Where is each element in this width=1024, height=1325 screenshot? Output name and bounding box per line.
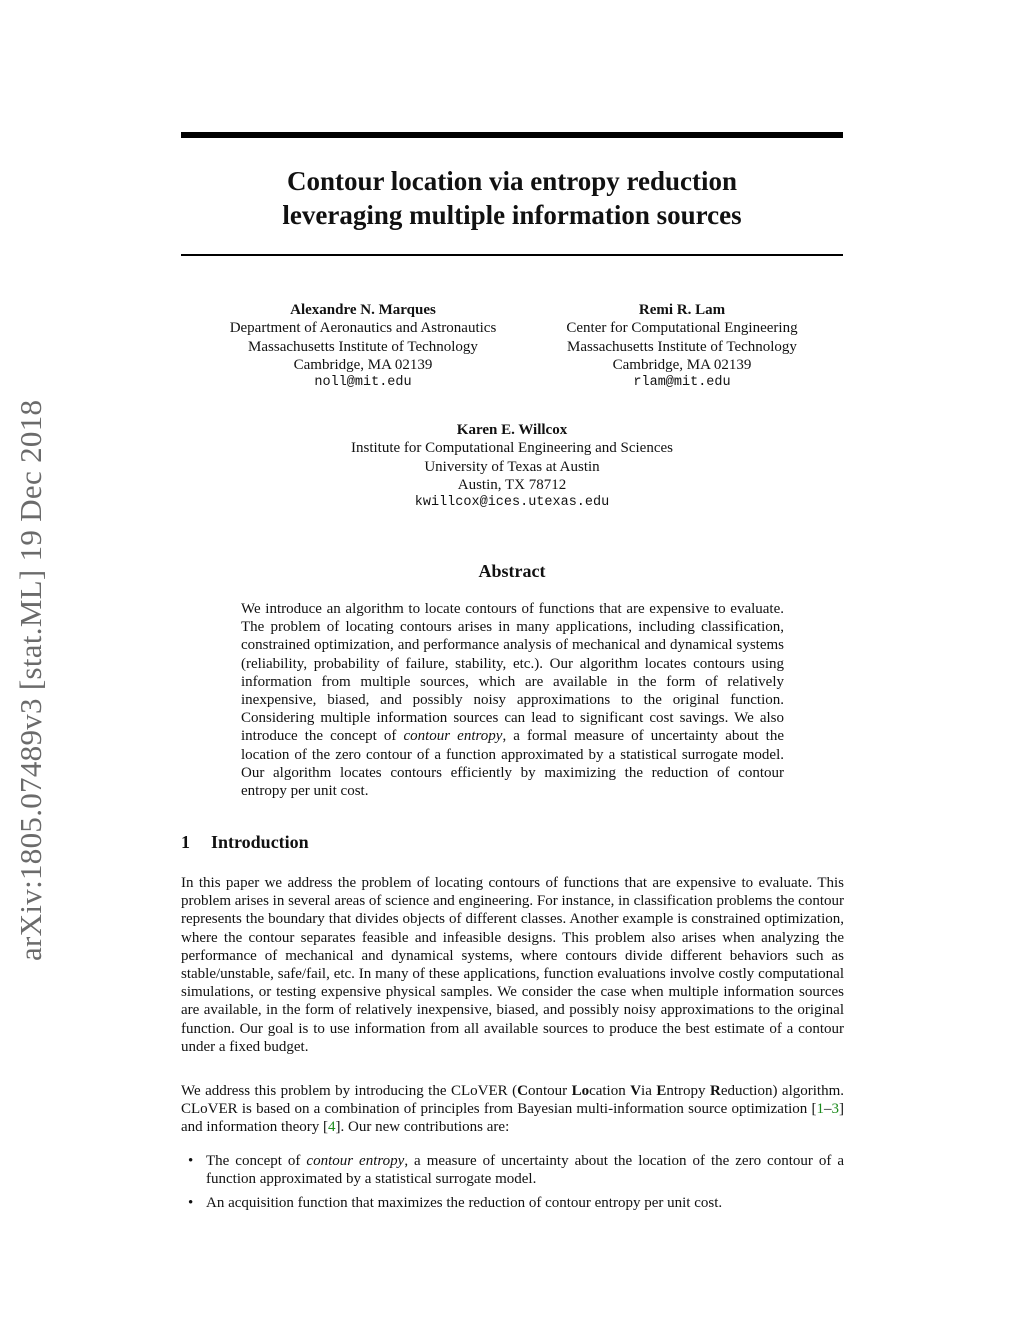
acronym-letter: R — [709, 1083, 721, 1099]
para-text: We address this problem by introducing the CLoVER ( — [181, 1083, 518, 1099]
author-block-3 — [290, 421, 734, 512]
acronym-letter: E — [656, 1083, 667, 1099]
section-heading — [181, 832, 309, 853]
intro-paragraph-2 — [181, 1082, 844, 1137]
bullet-text: The concept of — [206, 1153, 307, 1169]
author-block-1 — [190, 301, 536, 392]
citation-link[interactable]: 1 — [816, 1101, 824, 1118]
citation-link[interactable]: 3 — [831, 1101, 839, 1118]
bullet-text: An acquisition function that maximizes the reduction of contour entropy per unit cost. — [206, 1195, 723, 1212]
author-department: Center for Computational Engineering — [566, 320, 798, 337]
author-institution: Massachusetts Institute of Technology — [567, 338, 797, 355]
intro-paragraph-1: In this paper we address the problem of locating contours of functions that are expensive to evaluate. This problem arises in several areas of science and engineering. For instance, in classification problems the contour represents the boundary that divides objects of different classes. Another example is constrained optimization, where the contour separates feasible and infeasible designs. This problem also arises when analyzing the performance of mechanical and dynamical systems, where contours divide different behaviors such as stable/unstable, safe/fail, etc. In many of these applications, function evaluations involve costly computational simulations, or testing expensive physical samples. We consider the case when multiple information sources are available, in the form of relatively inexpensive, biased, and possibly noisy approximations to the original function. Our goal is to use information from all available sources to produce the best estimate of a contour under a fixed budget. — [181, 875, 844, 1055]
section-number: 1 — [181, 832, 190, 852]
para-text: cation — [589, 1083, 631, 1099]
top-rule — [181, 132, 843, 138]
title-line-2: leveraging multiple information sources — [282, 200, 742, 230]
author-name: Karen E. Willcox — [456, 422, 568, 438]
abstract-emphasis: contour entropy — [403, 728, 503, 745]
section-title: Introduction — [211, 832, 309, 852]
bullet-text: , a measure of uncertainty about the location of the zero contour of a function approximated by a statistical surrogate model. — [206, 1153, 844, 1188]
para-text: ontour — [527, 1083, 572, 1099]
author-department: Department of Aeronautics and Astronautics — [229, 320, 497, 337]
abstract-body — [241, 600, 784, 800]
citation-link[interactable]: 4 — [328, 1119, 336, 1136]
author-block-2 — [536, 301, 828, 392]
para-text: eduction) algorithm. CLoVER is based on a combination of principles from Bayesian multi-information source optimization [ — [181, 1083, 845, 1118]
bullet-icon: • — [188, 1153, 194, 1169]
acronym-letter: Lo — [571, 1083, 590, 1099]
bullet-icon: • — [188, 1195, 194, 1212]
list-item — [181, 1194, 844, 1212]
para-text: ] and information theory [ — [181, 1101, 844, 1136]
author-name: Remi R. Lam — [638, 302, 726, 318]
author-location: Austin, TX 78712 — [457, 476, 567, 493]
title-line-1: Contour location via entropy reduction — [286, 166, 738, 196]
para-text: ntropy — [666, 1083, 710, 1099]
author-email[interactable]: kwillcox@ices.utexas.edu — [414, 495, 610, 511]
author-department: Institute for Computational Engineering and Sciences — [350, 440, 673, 457]
author-name: Alexandre N. Marques — [290, 302, 436, 318]
acronym-letter: V — [630, 1083, 642, 1099]
author-location: Cambridge, MA 02139 — [612, 356, 752, 373]
abstract-text-b: , a formal measure of uncertainty about the location of the zero contour of a function approximated by a statistical surrogate model. Our algorithm locates contours efficiently by maximizing the reduction of contour entropy per unit cost. — [241, 728, 784, 800]
paper-title — [181, 164, 843, 232]
abstract-text-a: We introduce an algorithm to locate contours of functions that are expensive to evaluate. The problem of locating contours arises in many applications, including classification, constrained optimization, and performance analysis of mechanical and dynamical systems (reliability, probability of failure, stability, etc.). Our algorithm locates contours using information from multiple sources, which are available in the form of relatively inexpensive, biased, and possibly noisy approximations to the original function. Considering multiple information sources can lead to significant cost savings. We also introduce the concept of — [241, 601, 784, 745]
list-item — [181, 1152, 844, 1188]
author-institution: Massachusetts Institute of Technology — [248, 338, 478, 355]
author-email[interactable]: rlam@mit.edu — [633, 375, 731, 391]
author-email[interactable]: noll@mit.edu — [314, 375, 412, 391]
citation-dash: – — [824, 1101, 832, 1118]
author-location: Cambridge, MA 02139 — [293, 356, 433, 373]
bullet-emphasis: contour entropy — [306, 1153, 405, 1169]
title-bottom-rule — [181, 254, 843, 256]
abstract-heading: Abstract — [478, 561, 546, 581]
arxiv-identifier: arXiv:1805.07489v3 [stat.ML] 19 Dec 2018 — [13, 399, 48, 961]
para-text: ]. Our new contributions are: — [335, 1119, 510, 1136]
acronym-letter: C — [517, 1083, 528, 1099]
contributions-list — [181, 1152, 844, 1219]
author-institution: University of Texas at Austin — [424, 458, 600, 475]
para-text: ia — [641, 1083, 657, 1099]
